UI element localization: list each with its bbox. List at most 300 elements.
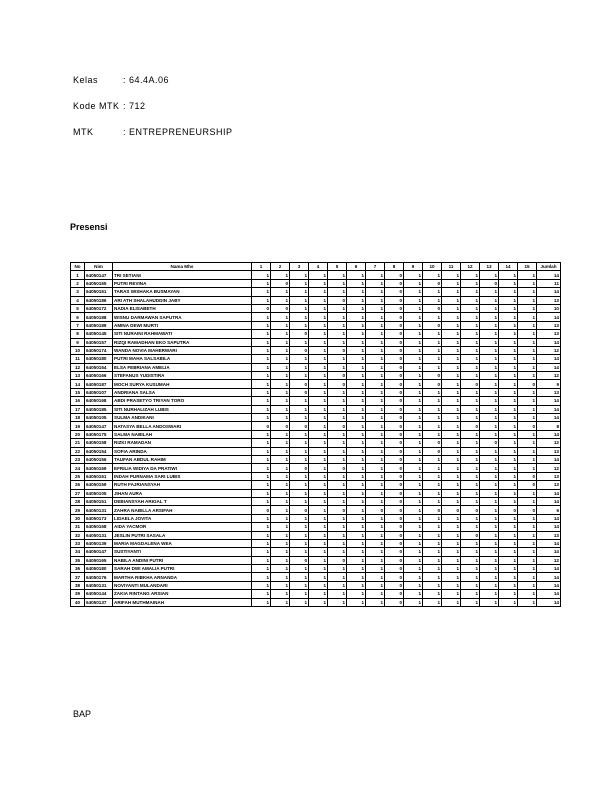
table-cell: 1 bbox=[366, 422, 385, 430]
table-cell: 1 bbox=[461, 455, 480, 463]
table-cell: 1 bbox=[442, 321, 461, 329]
table-cell: 1 bbox=[423, 548, 442, 556]
table-cell: 1 bbox=[461, 346, 480, 354]
table-cell: 0 bbox=[385, 397, 404, 405]
table-cell: 1 bbox=[366, 548, 385, 556]
table-cell: 1 bbox=[423, 464, 442, 472]
table-cell: MARTHA RIBKHA ARNANDA bbox=[113, 573, 252, 581]
table-cell: 18 bbox=[71, 414, 85, 422]
table-cell: 1 bbox=[442, 455, 461, 463]
table-cell: 1 bbox=[499, 372, 518, 380]
table-cell: DEBIANSYAH ARIGAL T bbox=[113, 497, 252, 505]
table-row bbox=[71, 447, 561, 455]
table-cell: 0 bbox=[385, 296, 404, 304]
table-cell: 1 bbox=[461, 405, 480, 413]
table-cell: 1 bbox=[309, 321, 328, 329]
table-cell: 1 bbox=[347, 321, 366, 329]
table-cell: 1 bbox=[309, 489, 328, 497]
table-cell: 1 bbox=[518, 581, 537, 589]
table-cell: 1 bbox=[423, 598, 442, 606]
table-cell: 1 bbox=[309, 565, 328, 573]
column-header: 3 bbox=[290, 263, 309, 271]
table-cell: 1 bbox=[271, 414, 290, 422]
table-cell: 1 bbox=[518, 489, 537, 497]
table-cell: 1 bbox=[518, 539, 537, 547]
table-cell: 1 bbox=[290, 279, 309, 287]
table-cell: 1 bbox=[252, 271, 271, 279]
table-cell: 1 bbox=[271, 405, 290, 413]
table-cell: 0 bbox=[290, 346, 309, 354]
table-cell: 1 bbox=[271, 372, 290, 380]
table-cell: 1 bbox=[271, 514, 290, 522]
table-row bbox=[71, 388, 561, 396]
table-cell: 0 bbox=[461, 531, 480, 539]
table-cell: 1 bbox=[271, 439, 290, 447]
table-cell: 1 bbox=[252, 388, 271, 396]
table-cell: 1 bbox=[499, 464, 518, 472]
table-cell: 14 bbox=[537, 430, 561, 438]
table-cell: 1 bbox=[480, 380, 499, 388]
table-cell: 1 bbox=[290, 539, 309, 547]
table-row bbox=[71, 439, 561, 447]
table-cell: 1 bbox=[480, 481, 499, 489]
table-cell: 14 bbox=[537, 514, 561, 522]
table-cell: 1 bbox=[442, 296, 461, 304]
table-cell: 29 bbox=[71, 506, 85, 514]
table-cell: 1 bbox=[461, 321, 480, 329]
table-cell: 1 bbox=[309, 514, 328, 522]
table-cell: 1 bbox=[461, 330, 480, 338]
table-cell: 22 bbox=[71, 447, 85, 455]
table-cell: RIZKI RAMADAN bbox=[113, 439, 252, 447]
table-cell: 1 bbox=[347, 573, 366, 581]
table-row bbox=[71, 405, 561, 413]
table-cell: RIZQI RAMADHAN EKO SAPUTRA bbox=[113, 338, 252, 346]
table-cell: 1 bbox=[366, 279, 385, 287]
table-cell: 1 bbox=[518, 313, 537, 321]
table-cell: 1 bbox=[518, 565, 537, 573]
table-cell: 1 bbox=[404, 430, 423, 438]
table-cell: 0 bbox=[385, 548, 404, 556]
table-cell: 1 bbox=[290, 296, 309, 304]
kelas-value: : 64.4A.06 bbox=[123, 75, 170, 85]
table-cell: 0 bbox=[385, 422, 404, 430]
table-cell: 1 bbox=[499, 414, 518, 422]
table-cell: 1 bbox=[518, 590, 537, 598]
table-cell: 1 bbox=[290, 531, 309, 539]
table-cell: 1 bbox=[271, 464, 290, 472]
table-cell: 1 bbox=[499, 346, 518, 354]
table-cell: 64050185 bbox=[85, 405, 113, 413]
table-cell: 0 bbox=[385, 414, 404, 422]
table-cell: 1 bbox=[404, 304, 423, 312]
table-cell: 1 bbox=[442, 590, 461, 598]
table-cell: 0 bbox=[442, 506, 461, 514]
table-cell: 36 bbox=[71, 565, 85, 573]
table-cell: 64050158 bbox=[85, 439, 113, 447]
table-cell: 1 bbox=[309, 380, 328, 388]
table-cell: 1 bbox=[461, 372, 480, 380]
table-cell: 27 bbox=[71, 489, 85, 497]
table-cell: 1 bbox=[442, 363, 461, 371]
column-header: No bbox=[71, 263, 85, 271]
table-cell: ELSA FEBRIANA AMELIA bbox=[113, 363, 252, 371]
table-cell: 0 bbox=[290, 556, 309, 564]
table-cell: 12 bbox=[537, 346, 561, 354]
table-cell: 1 bbox=[347, 338, 366, 346]
table-cell: 1 bbox=[347, 523, 366, 531]
table-cell: 19 bbox=[71, 422, 85, 430]
table-cell: 1 bbox=[309, 313, 328, 321]
column-header: 1 bbox=[252, 263, 271, 271]
table-cell: 1 bbox=[347, 346, 366, 354]
table-cell: 0 bbox=[385, 489, 404, 497]
table-cell: 0 bbox=[385, 598, 404, 606]
column-header: 4 bbox=[309, 263, 328, 271]
table-cell: 1 bbox=[290, 598, 309, 606]
table-cell: 10 bbox=[537, 304, 561, 312]
table-cell: 1 bbox=[366, 447, 385, 455]
table-cell: 1 bbox=[423, 514, 442, 522]
table-cell: 1 bbox=[442, 313, 461, 321]
table-cell: 1 bbox=[252, 338, 271, 346]
table-cell: 1 bbox=[499, 539, 518, 547]
table-cell: 1 bbox=[271, 506, 290, 514]
table-cell: 1 bbox=[347, 296, 366, 304]
table-cell: 1 bbox=[404, 313, 423, 321]
table-cell: 32 bbox=[71, 531, 85, 539]
table-cell: 1 bbox=[499, 279, 518, 287]
table-cell: STEFANUS YUDISTIRA bbox=[113, 372, 252, 380]
column-header: 2 bbox=[271, 263, 290, 271]
table-cell: 1 bbox=[328, 573, 347, 581]
table-cell: 1 bbox=[366, 556, 385, 564]
table-cell: 0 bbox=[328, 346, 347, 354]
table-cell: 1 bbox=[252, 497, 271, 505]
table-cell: 1 bbox=[423, 346, 442, 354]
table-cell: 1 bbox=[271, 380, 290, 388]
table-cell: 0 bbox=[290, 422, 309, 430]
table-cell: 0 bbox=[366, 506, 385, 514]
table-cell: 26 bbox=[71, 481, 85, 489]
table-cell: SUSTIYANTI bbox=[113, 548, 252, 556]
table-cell: 0 bbox=[385, 304, 404, 312]
table-cell: 1 bbox=[366, 271, 385, 279]
table-cell: 8 bbox=[537, 422, 561, 430]
table-cell: 1 bbox=[518, 338, 537, 346]
table-cell: 1 bbox=[309, 288, 328, 296]
table-cell: 0 bbox=[385, 539, 404, 547]
table-cell: 1 bbox=[366, 514, 385, 522]
table-cell: 1 bbox=[328, 455, 347, 463]
kelas-label: Kelas bbox=[73, 75, 99, 85]
table-row bbox=[71, 321, 561, 329]
column-header: Nim bbox=[85, 263, 113, 271]
table-cell: 1 bbox=[328, 598, 347, 606]
table-cell: 1 bbox=[290, 523, 309, 531]
table-cell: 1 bbox=[518, 372, 537, 380]
table-cell: 1 bbox=[480, 346, 499, 354]
table-cell: 64050137 bbox=[85, 598, 113, 606]
table-cell: 1 bbox=[347, 481, 366, 489]
table-cell: 1 bbox=[252, 346, 271, 354]
table-cell: 14 bbox=[537, 397, 561, 405]
table-cell: 14 bbox=[537, 363, 561, 371]
table-cell: 1 bbox=[347, 539, 366, 547]
table-cell: 1 bbox=[347, 556, 366, 564]
table-cell: 1 bbox=[290, 489, 309, 497]
column-header: Nama Mhs bbox=[113, 263, 252, 271]
table-cell: 1 bbox=[366, 372, 385, 380]
table-cell: 5 bbox=[71, 304, 85, 312]
table-cell: 1 bbox=[404, 598, 423, 606]
table-cell: 1 bbox=[271, 556, 290, 564]
table-cell: 1 bbox=[499, 355, 518, 363]
table-cell: 0 bbox=[385, 313, 404, 321]
table-cell: 1 bbox=[442, 355, 461, 363]
table-cell: 1 bbox=[271, 330, 290, 338]
column-header: 13 bbox=[480, 263, 499, 271]
table-cell: 1 bbox=[518, 497, 537, 505]
table-cell: 0 bbox=[518, 380, 537, 388]
table-cell: 0 bbox=[385, 355, 404, 363]
table-cell: 64050175 bbox=[85, 430, 113, 438]
table-cell: 14 bbox=[537, 455, 561, 463]
table-cell: 1 bbox=[442, 279, 461, 287]
table-cell: 64050159 bbox=[85, 481, 113, 489]
table-cell: 1 bbox=[423, 363, 442, 371]
table-cell: 0 bbox=[423, 380, 442, 388]
table-cell: 1 bbox=[518, 405, 537, 413]
table-row bbox=[71, 288, 561, 296]
table-cell: 1 bbox=[366, 321, 385, 329]
table-cell: 1 bbox=[328, 414, 347, 422]
table-cell: 1 bbox=[480, 271, 499, 279]
table-cell: 1 bbox=[309, 372, 328, 380]
table-cell: 1 bbox=[480, 321, 499, 329]
table-cell: 1 bbox=[328, 304, 347, 312]
table-cell: 1 bbox=[252, 581, 271, 589]
table-cell: 1 bbox=[404, 548, 423, 556]
table-cell: 1 bbox=[290, 304, 309, 312]
table-cell: 0 bbox=[518, 506, 537, 514]
table-cell: 1 bbox=[499, 388, 518, 396]
table-cell: 1 bbox=[252, 598, 271, 606]
table-cell: 0 bbox=[461, 380, 480, 388]
table-cell: 1 bbox=[366, 405, 385, 413]
table-row bbox=[71, 380, 561, 388]
table-cell: 14 bbox=[537, 489, 561, 497]
table-cell: 1 bbox=[366, 531, 385, 539]
table-cell: 1 bbox=[423, 531, 442, 539]
table-cell: 1 bbox=[290, 338, 309, 346]
table-cell: EFRILIA WIDIYA DA PRATIWI bbox=[113, 464, 252, 472]
table-row bbox=[71, 514, 561, 522]
table-cell: 0 bbox=[385, 338, 404, 346]
table-row bbox=[71, 346, 561, 354]
table-cell: 1 bbox=[461, 523, 480, 531]
table-cell: 64050105 bbox=[85, 414, 113, 422]
table-cell: 0 bbox=[385, 439, 404, 447]
table-cell: 20 bbox=[71, 430, 85, 438]
table-cell: 1 bbox=[309, 539, 328, 547]
table-cell: 0 bbox=[385, 556, 404, 564]
table-cell: 3 bbox=[71, 288, 85, 296]
table-cell: 1 bbox=[309, 598, 328, 606]
footer-label: BAP bbox=[73, 709, 92, 719]
table-cell: 1 bbox=[461, 338, 480, 346]
table-cell: 1 bbox=[404, 397, 423, 405]
table-cell: 1 bbox=[518, 321, 537, 329]
table-cell: 0 bbox=[385, 581, 404, 589]
table-cell: 1 bbox=[328, 321, 347, 329]
table-cell: 1 bbox=[461, 439, 480, 447]
table-cell: 1 bbox=[480, 397, 499, 405]
table-cell: 1 bbox=[461, 430, 480, 438]
table-cell: 1 bbox=[499, 338, 518, 346]
table-cell: 1 bbox=[366, 455, 385, 463]
table-cell: 2 bbox=[71, 279, 85, 287]
table-cell: 1 bbox=[271, 573, 290, 581]
table-cell: 1 bbox=[461, 304, 480, 312]
table-cell: 9 bbox=[537, 380, 561, 388]
table-cell: 1 bbox=[404, 355, 423, 363]
table-cell: 1 bbox=[328, 271, 347, 279]
table-cell: 0 bbox=[518, 422, 537, 430]
table-cell: JESLIN PUTRI SASALA bbox=[113, 531, 252, 539]
table-cell: 1 bbox=[309, 414, 328, 422]
table-cell: 1 bbox=[461, 296, 480, 304]
table-cell: SARAH DWI AMALIA PUTRI bbox=[113, 565, 252, 573]
table-cell: 1 bbox=[271, 590, 290, 598]
table-cell: 1 bbox=[480, 464, 499, 472]
table-cell: 1 bbox=[461, 288, 480, 296]
kelas-line bbox=[73, 75, 169, 85]
table-cell: 0 bbox=[461, 506, 480, 514]
table-cell: 1 bbox=[442, 338, 461, 346]
table-cell: 1 bbox=[518, 531, 537, 539]
table-cell: 0 bbox=[499, 506, 518, 514]
table-cell: 12 bbox=[537, 439, 561, 447]
table-cell: 1 bbox=[347, 372, 366, 380]
table-cell: 1 bbox=[499, 523, 518, 531]
table-cell: 1 bbox=[252, 372, 271, 380]
table-cell: 1 bbox=[461, 539, 480, 547]
table-row bbox=[71, 590, 561, 598]
table-row bbox=[71, 565, 561, 573]
table-cell: 1 bbox=[461, 472, 480, 480]
table-row bbox=[71, 497, 561, 505]
table-cell: 1 bbox=[271, 271, 290, 279]
table-cell: 1 bbox=[347, 464, 366, 472]
table-cell: 1 bbox=[404, 531, 423, 539]
table-cell: 1 bbox=[404, 380, 423, 388]
table-cell: 14 bbox=[537, 548, 561, 556]
table-cell: 1 bbox=[271, 489, 290, 497]
table-cell: 0 bbox=[328, 372, 347, 380]
table-cell: 15 bbox=[71, 388, 85, 396]
table-cell: 1 bbox=[290, 565, 309, 573]
table-cell: 1 bbox=[309, 531, 328, 539]
table-cell: 1 bbox=[290, 481, 309, 489]
table-cell: 1 bbox=[347, 581, 366, 589]
table-cell: 1 bbox=[442, 489, 461, 497]
table-cell: 1 bbox=[442, 372, 461, 380]
table-cell: 1 bbox=[404, 514, 423, 522]
table-cell: 1 bbox=[271, 523, 290, 531]
table-cell: 1 bbox=[480, 304, 499, 312]
table-cell: 0 bbox=[385, 330, 404, 338]
table-cell: NOVIYANTI MULANDARI bbox=[113, 581, 252, 589]
table-cell: 11 bbox=[537, 279, 561, 287]
table-cell: 1 bbox=[309, 422, 328, 430]
table-cell: 1 bbox=[290, 372, 309, 380]
table-cell: 1 bbox=[347, 414, 366, 422]
table-cell: 1 bbox=[271, 296, 290, 304]
table-cell: 1 bbox=[480, 565, 499, 573]
kode-mtk-label: Kode MTK bbox=[73, 101, 120, 111]
table-cell: 1 bbox=[404, 330, 423, 338]
table-cell: 1 bbox=[404, 523, 423, 531]
table-cell: 1 bbox=[499, 288, 518, 296]
table-cell: 1 bbox=[518, 523, 537, 531]
table-cell: 1 bbox=[518, 598, 537, 606]
table-cell: 64050174 bbox=[85, 346, 113, 354]
table-cell: 1 bbox=[442, 397, 461, 405]
table-cell: 1 bbox=[366, 414, 385, 422]
table-cell: 1 bbox=[309, 271, 328, 279]
table-cell: 1 bbox=[309, 497, 328, 505]
table-cell: 1 bbox=[290, 472, 309, 480]
table-cell: 1 bbox=[423, 472, 442, 480]
table-cell: 1 bbox=[442, 531, 461, 539]
table-cell: 1 bbox=[404, 464, 423, 472]
table-cell: SITI NURAINI RAHMAWATI bbox=[113, 330, 252, 338]
table-cell: 1 bbox=[499, 296, 518, 304]
table-cell: 1 bbox=[347, 304, 366, 312]
table-cell: 1 bbox=[347, 506, 366, 514]
table-cell: 1 bbox=[442, 598, 461, 606]
table-cell: 64050186 bbox=[85, 296, 113, 304]
table-cell: 1 bbox=[252, 514, 271, 522]
column-header: 5 bbox=[328, 263, 347, 271]
table-cell: 64050180 bbox=[85, 565, 113, 573]
table-cell: 1 bbox=[499, 447, 518, 455]
table-cell: 1 bbox=[366, 430, 385, 438]
table-cell: 1 bbox=[499, 556, 518, 564]
table-cell: 1 bbox=[480, 363, 499, 371]
table-cell: 1 bbox=[480, 581, 499, 589]
table-cell: 1 bbox=[461, 565, 480, 573]
table-cell: 1 bbox=[252, 590, 271, 598]
table-cell: 1 bbox=[309, 455, 328, 463]
table-cell: 14 bbox=[537, 288, 561, 296]
table-cell: 0 bbox=[252, 304, 271, 312]
table-cell: 1 bbox=[480, 388, 499, 396]
table-cell: 1 bbox=[480, 455, 499, 463]
table-row bbox=[71, 313, 561, 321]
table-cell: 1 bbox=[366, 346, 385, 354]
table-cell: 1 bbox=[328, 288, 347, 296]
table-cell: ZAKIA RINTANG ARSIAN bbox=[113, 590, 252, 598]
table-cell: 1 bbox=[271, 539, 290, 547]
table-cell: 64050161 bbox=[85, 288, 113, 296]
table-cell: 14 bbox=[537, 313, 561, 321]
table-cell: 64050168 bbox=[85, 523, 113, 531]
kode-mtk-value: : 712 bbox=[123, 101, 146, 111]
table-cell: 1 bbox=[366, 288, 385, 296]
table-cell: 14 bbox=[537, 355, 561, 363]
